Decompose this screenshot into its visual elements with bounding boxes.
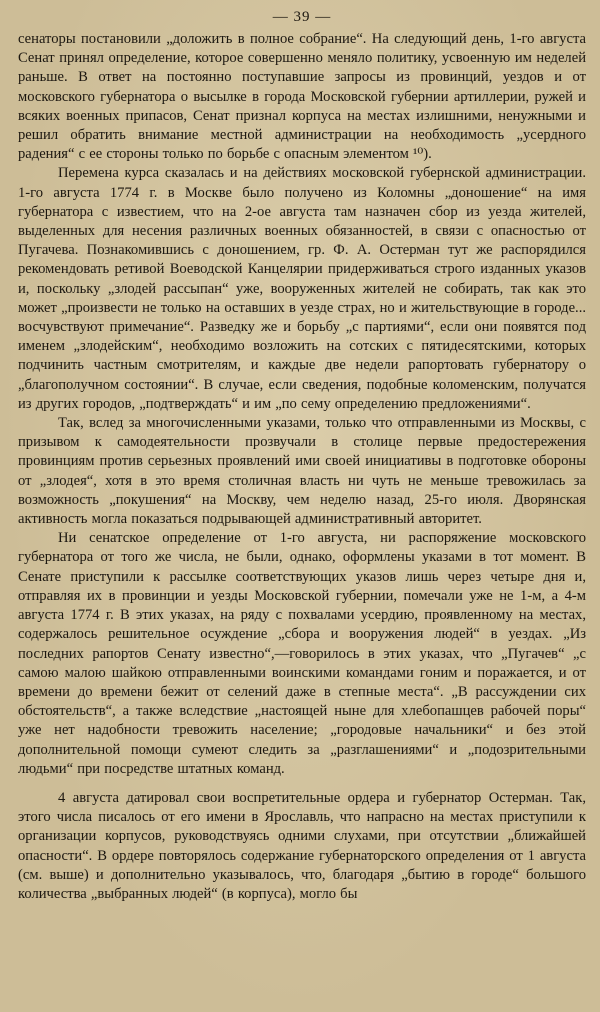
page-number: — 39 — [272, 9, 332, 25]
paragraph-2: Перемена курса сказалась и на действиях московской губернской администрации. 1-го августа 1774 г. в Москве было получено из Коломны „доношение“ на имя губернатора с известием, что на 2-ое августа там назначен сбор из уезда жителей, выделенных для несения различных военных обязанностей, в связи с опасностью от Пугачева. Познакомившись с доношением, гр. Ф. А. Остерман тут же распорядился рекомендовать ретивой Воеводской Канцелярии придерживаться строго изданных указов и, поскольку „злодей рассыпан“ уже, вооруженных жителей не собирать, так как это может „произвести не только на оставших в уезде страх, но и жительствующие в городе... восчувствуют примечание“. Разведку же и борьбу „с партиями“, если они появятся под именем „злодейским“, необходимо возложить на сотских с пятидесятскими, которых подчинить частным смотрителям, и каждые две недели рапортовать губернатору о „благополучном состоянии“. В случае, если сведения, подобные коломенским, получатся из других городов, „подтверждать“ и им „по сему определению предложениями“. [18, 165, 586, 412]
paragraph-4: Ни сенатское определение от 1-го августа, ни распоряжение московского губернатора от того же числа, не были, однако, оформлены указами в тот момент. В Сенате приступили к рассылке соответствующих указов лишь через четыре дня и, отправляя их в провинции и уезды Московской губернии, помечали уже не 1-м, а 4-м августа 1774 г. В этих указах, на ряду с похвалами усердию, проявленному на местах, содержалось решительное осуждение „сбора и вооружения людей“ в уездах. „Из последних рапортов Сенату известно“,—говорилось в этих указах, что „Пугачев“ „с самою малою шайкою отправленными воинскими командами гоним и поражается, и от времени до времени бежит от селений даже в степные места“. „В рассуждении сих обстоятельств“, а также вследствие „настоящей ныне для хлебопашцев рабочей поры“ уже нет надобности тревожить население; „городовые начальники“ и без этой дополнительной помощи сумеют следить за „разглашениями“ и „подозрительными людьми“ при посредстве штатных команд. [18, 530, 586, 777]
paragraph-3: Так, вслед за многочисленными указами, только что отправленными из Москвы, с призывом к самодеятельности прозвучали в столице первые предостережения провинциям против серьезных проявлений ими своей инициативы в подготовке обороны от „злодея“, хотя в это время столичная власть ни чуть не меньше тревожилась за возможность „покушения“ на Москву, чем неделю назад, 25-го июля. Дворянская активность могла показаться подрывающей административный авторитет. [18, 415, 586, 528]
paragraph-1: сенаторы постановили „доложить в полное собрание“. На следующий день, 1-го августа Сенат принял определение, которое совершенно меняло политику, усвоенную им неделей раньше. В ответ на постоянно поступавшие запросы из провинций, уездов и от московского губернатора о высылке в города Московской губернии артиллерии, ружей и всяких военных припасов, Сенат признал корпуса на местах излишними, ненужными и решил обратить внимание местной администрации на необходимость „усердного радения“ с ее стороны только по борьбе с опасным элементом ¹⁰). [18, 31, 586, 163]
text-body [18, 30, 586, 904]
paragraph-5: 4 августа датировал свои воспретительные ордера и губернатор Остерман. Так, этого числа писалось от его имени в Ярославль, что напрасно на местах приступили к организации корпусов, руководствуясь одними слухами, при отсутствии „ближайшей опасности“. В ордере повторялось содержание губернаторского определения от 1 августа (см. выше) и дополнительно указывалось, что, благодаря „бытию в городе“ большого количества „выбранных людей“ (в корпуса), могло бы [18, 789, 586, 902]
